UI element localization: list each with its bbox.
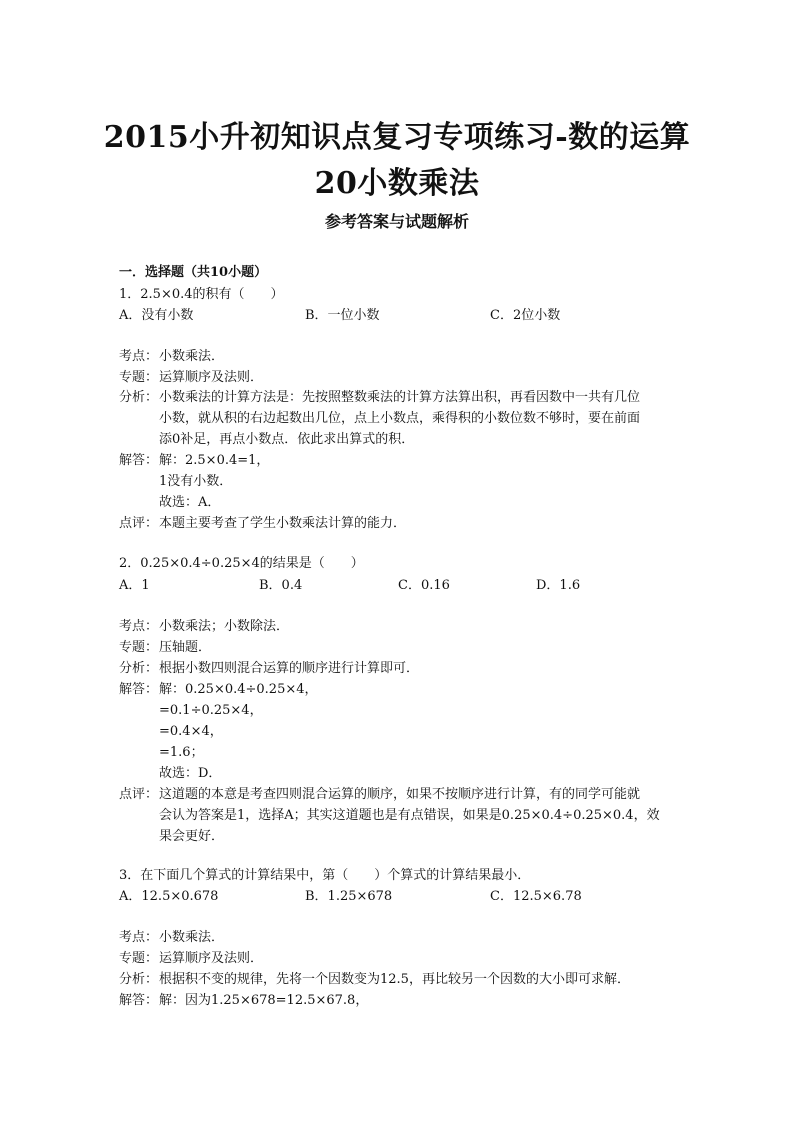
q1-jieda-line-2: 1没有小数． xyxy=(159,474,233,489)
q3-zhuanti-text: 运算顺序及法则． xyxy=(159,951,264,966)
q2-fenxi-row xyxy=(119,661,419,677)
question-2-option-c: C．0.16 xyxy=(398,578,450,593)
fenxi-label: 分析： xyxy=(119,390,159,405)
q1-kaodian-text: 小数乘法． xyxy=(159,349,225,364)
section-heading: 一．选择题（共10小题） xyxy=(119,265,268,280)
q2-jieda-line-3: =0.4×4， xyxy=(159,724,223,739)
q3-fenxi-text: 根据积不变的规律，先将一个因数变为12.5，再比较另一个因数的大小即可求解． xyxy=(159,972,630,987)
q1-kaodian-row xyxy=(119,349,224,365)
question-2-option-b: B．0.4 xyxy=(259,578,303,593)
zhuanti-label: 专题： xyxy=(119,951,159,966)
question-2-option-a: A．1 xyxy=(119,578,150,593)
q2-zhuanti-row xyxy=(119,640,211,656)
q1-jieda-row xyxy=(119,453,269,469)
question-1-option-a: A．没有小数 xyxy=(119,308,194,323)
q2-fenxi-text: 根据小数四则混合运算的顺序进行计算即可． xyxy=(159,661,420,676)
zhuanti-label: 专题： xyxy=(119,640,159,655)
question-3-option-b: B．1.25×678 xyxy=(305,889,393,904)
kaodian-label: 考点： xyxy=(119,619,159,634)
q1-fenxi-line-2: 小数，就从积的右边起数出几位，点上小数点，乘得积的小数位数不够时，要在前面 xyxy=(159,411,641,426)
q2-jieda-row xyxy=(119,682,318,698)
kaodian-label: 考点： xyxy=(119,930,159,945)
q1-zhuanti-text: 运算顺序及法则． xyxy=(159,370,264,385)
q2-jieda-line-4: =1.6； xyxy=(159,745,204,760)
q2-zhuanti-text: 压轴题． xyxy=(159,640,212,655)
q2-dianping-line-1: 这道题的本意是考查四则混合运算的顺序，如果不按顺序进行计算，有的同学可能就 xyxy=(159,787,641,802)
fenxi-label: 分析： xyxy=(119,972,159,987)
question-3-option-c: C．12.5×6.78 xyxy=(490,889,582,904)
q2-dianping-row xyxy=(119,787,640,803)
q3-kaodian-text: 小数乘法． xyxy=(159,930,225,945)
q3-kaodian-row xyxy=(119,930,224,946)
q1-fenxi-line-3: 添0补足，再点小数点．依此求出算式的积． xyxy=(159,432,415,447)
q3-jieda-line-1: 解：因为1.25×678=12.5×67.8， xyxy=(159,993,369,1008)
dianping-label: 点评： xyxy=(119,787,159,802)
q2-jieda-line-5: 故选：D． xyxy=(159,766,222,781)
q1-jieda-line-1: 解：2.5×0.4=1， xyxy=(159,453,270,468)
document-subtitle: 参考答案与试题解析 xyxy=(324,212,469,231)
q3-jieda-row xyxy=(119,993,368,1009)
question-3-option-a: A．12.5×0.678 xyxy=(119,889,219,904)
q2-kaodian-row xyxy=(119,619,289,635)
question-3-stem: 3．在下面几个算式的计算结果中，第（ ）个算式的计算结果最小． xyxy=(119,868,531,883)
q3-zhuanti-row xyxy=(119,951,263,967)
q1-fenxi-row xyxy=(119,390,640,406)
zhuanti-label: 专题： xyxy=(119,370,159,385)
document-title-line-1: 2015小升初知识点复习专项练习-数的运算 xyxy=(103,120,691,155)
q1-jieda-line-3: 故选：A． xyxy=(159,495,221,510)
question-1-option-c: C．2位小数 xyxy=(490,308,561,323)
q2-jieda-line-2: =0.1÷0.25×4， xyxy=(159,703,263,718)
question-1-option-b: B．一位小数 xyxy=(305,308,380,323)
jieda-label: 解答： xyxy=(119,993,159,1008)
fenxi-label: 分析： xyxy=(119,661,159,676)
question-2-stem: 2．0.25×0.4÷0.25×4的结果是（ ） xyxy=(119,556,364,571)
kaodian-label: 考点： xyxy=(119,349,159,364)
q1-zhuanti-row xyxy=(119,370,263,386)
q2-kaodian-text: 小数乘法；小数除法． xyxy=(159,619,290,634)
q1-dianping-text: 本题主要考查了学生小数乘法计算的能力． xyxy=(159,516,407,531)
question-1-stem: 1．2.5×0.4的积有（ ） xyxy=(119,287,284,302)
jieda-label: 解答： xyxy=(119,453,159,468)
q2-jieda-line-1: 解：0.25×0.4÷0.25×4， xyxy=(159,682,318,697)
q2-dianping-line-2: 会认为答案是1，选择A；其实这道题也是有点错误，如果是0.25×0.4÷0.25×0.4，效 xyxy=(159,808,660,823)
question-2-option-d: D．1.6 xyxy=(536,578,581,593)
dianping-label: 点评： xyxy=(119,516,159,531)
q2-dianping-line-3: 果会更好． xyxy=(159,829,225,844)
jieda-label: 解答： xyxy=(119,682,159,697)
q3-fenxi-row xyxy=(119,972,630,988)
document-title-line-2: 20小数乘法 xyxy=(314,166,480,201)
q1-dianping-row xyxy=(119,516,406,532)
q1-fenxi-line-1: 小数乘法的计算方法是：先按照整数乘法的计算方法算出积，再看因数中一共有几位 xyxy=(159,390,641,405)
